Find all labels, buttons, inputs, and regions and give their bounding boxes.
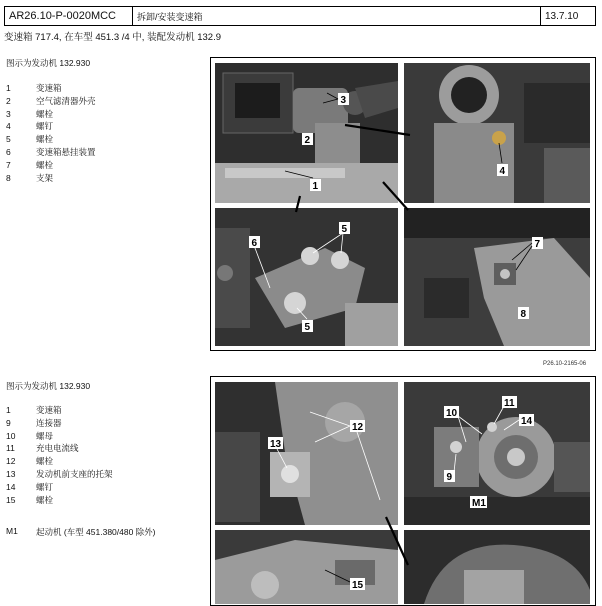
callout-m1: M1 [472, 498, 486, 509]
legend-item: 9 连接器 [6, 417, 62, 428]
callout-7: 7 [534, 239, 541, 250]
legend-item: 12 螺栓 [6, 456, 54, 467]
figure1-panel-mount [215, 208, 398, 346]
legend-item: 1 变速箱 [6, 405, 62, 415]
figure1-panel-throttle [404, 63, 590, 203]
callout-5: 5 [341, 224, 348, 235]
doc-date: 13.7.10 [545, 10, 579, 22]
callout-8: 8 [520, 309, 527, 320]
callout-11: 11 [504, 398, 515, 409]
doc-title: 拆卸/安装变速箱 [133, 7, 541, 25]
callout-6: 6 [251, 238, 258, 249]
doc-code: AR26.10-P-0020MCC [5, 7, 133, 25]
callout-10: 10 [446, 408, 458, 419]
callout-5: 5 [304, 322, 311, 333]
legend-item: 6 变速箱悬挂装置 [6, 146, 96, 157]
figure2-panel-lower-right [404, 530, 590, 604]
section2-legend [6, 404, 113, 506]
callout-13: 13 [270, 439, 282, 450]
legend-item: 10 螺母 [6, 430, 54, 441]
legend-item: 13 发动机前支座的托架 [6, 468, 113, 479]
legend-item: 7 螺栓 [6, 159, 54, 170]
legend-item: 3 螺栓 [6, 108, 54, 119]
section2-note: M1 起动机 (车型 451.380/480 除外) [6, 526, 156, 537]
figure1-panel-air-filter [215, 63, 398, 203]
section1-legend [6, 82, 96, 184]
legend-item: 4 螺钉 [6, 121, 54, 132]
figure1-reference: P26.10-2165-06 [543, 361, 587, 367]
callout-4: 4 [499, 166, 506, 177]
doc-header [4, 6, 596, 26]
figure2-panel-engine-front [215, 382, 398, 525]
figure1-panel-bracket [404, 208, 590, 346]
callout-9: 9 [446, 472, 453, 483]
doc-subtitle: 变速箱 717.4, 在车型 451.3 /4 中, 装配发动机 132.9 [4, 32, 221, 43]
callout-15: 15 [352, 580, 364, 591]
section1-caption: 图示为发动机 132.930 [6, 58, 91, 68]
legend-item: 5 螺栓 [6, 134, 54, 145]
legend-item: 2 空气滤清器外壳 [6, 95, 96, 106]
figure2-panel-lower-left [215, 530, 398, 604]
section2-caption: 图示为发动机 132.930 [6, 381, 91, 391]
legend-item: 11 充电电流线 [6, 443, 79, 454]
legend-item: 8 支架 [6, 172, 54, 183]
legend-item: 15 螺栓 [6, 494, 54, 505]
legend-item: 14 螺钉 [6, 481, 54, 492]
figure2-panel-starter [404, 382, 590, 525]
callout-3: 3 [340, 95, 347, 106]
legend-item: 1 变速箱 [6, 83, 62, 93]
callout-2: 2 [304, 135, 311, 146]
callout-12: 12 [352, 422, 364, 433]
callout-1: 1 [312, 181, 319, 192]
callout-14: 14 [521, 416, 533, 427]
